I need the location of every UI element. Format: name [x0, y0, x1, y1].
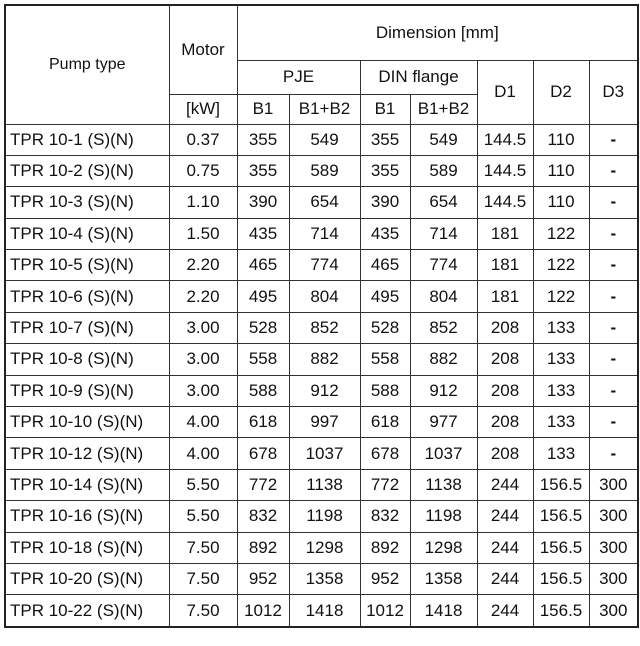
header-motor: Motor — [169, 5, 237, 94]
cell-pje-b1: 435 — [237, 218, 289, 249]
table-row — [5, 187, 638, 218]
cell-motor: 1.10 — [169, 187, 237, 218]
cell-pump-type: TPR 10-8 (S)(N) — [5, 344, 169, 375]
cell-d2: 133 — [533, 312, 589, 343]
cell-d3: - — [589, 281, 638, 312]
cell-din-b1b2: 1418 — [410, 595, 477, 627]
cell-d2: 122 — [533, 250, 589, 281]
cell-d3: 300 — [589, 469, 638, 500]
cell-d3: 300 — [589, 501, 638, 532]
cell-d2: 110 — [533, 124, 589, 155]
table-row — [5, 407, 638, 438]
cell-pje-b1: 772 — [237, 469, 289, 500]
cell-pje-b1: 678 — [237, 438, 289, 469]
table-row — [5, 563, 638, 594]
cell-d1: 181 — [477, 250, 533, 281]
cell-pump-type: TPR 10-14 (S)(N) — [5, 469, 169, 500]
cell-d3: - — [589, 155, 638, 186]
cell-din-b1: 528 — [360, 312, 410, 343]
cell-pje-b1: 495 — [237, 281, 289, 312]
table-row — [5, 469, 638, 500]
cell-din-b1: 678 — [360, 438, 410, 469]
cell-d1: 244 — [477, 563, 533, 594]
cell-d2: 156.5 — [533, 501, 589, 532]
cell-d3: - — [589, 375, 638, 406]
cell-d1: 181 — [477, 218, 533, 249]
cell-pje-b1b2: 1418 — [289, 595, 360, 627]
cell-d2: 133 — [533, 407, 589, 438]
cell-motor: 4.00 — [169, 438, 237, 469]
cell-d3: - — [589, 250, 638, 281]
table-body — [5, 124, 638, 627]
header-pje-b1: B1 — [237, 94, 289, 124]
cell-pje-b1: 892 — [237, 532, 289, 563]
cell-d3: - — [589, 218, 638, 249]
cell-pje-b1b2: 1037 — [289, 438, 360, 469]
cell-d3: - — [589, 438, 638, 469]
cell-d2: 133 — [533, 438, 589, 469]
cell-d1: 208 — [477, 407, 533, 438]
cell-d2: 110 — [533, 155, 589, 186]
table-row — [5, 375, 638, 406]
header-motor-unit: [kW] — [169, 94, 237, 124]
cell-d2: 156.5 — [533, 532, 589, 563]
cell-din-b1: 390 — [360, 187, 410, 218]
cell-d3: 300 — [589, 595, 638, 627]
header-din-flange: DIN flange — [360, 60, 477, 94]
cell-pump-type: TPR 10-16 (S)(N) — [5, 501, 169, 532]
cell-d1: 208 — [477, 375, 533, 406]
cell-motor: 4.00 — [169, 407, 237, 438]
cell-din-b1: 832 — [360, 501, 410, 532]
cell-pump-type: TPR 10-12 (S)(N) — [5, 438, 169, 469]
cell-din-b1: 435 — [360, 218, 410, 249]
cell-pump-type: TPR 10-3 (S)(N) — [5, 187, 169, 218]
cell-motor: 0.75 — [169, 155, 237, 186]
pump-dimensions-table — [4, 4, 639, 628]
cell-din-b1b2: 977 — [410, 407, 477, 438]
cell-d3: - — [589, 344, 638, 375]
cell-pje-b1: 355 — [237, 155, 289, 186]
cell-pje-b1b2: 654 — [289, 187, 360, 218]
table-row — [5, 124, 638, 155]
header-pump-type: Pump type — [5, 5, 169, 124]
cell-pje-b1b2: 997 — [289, 407, 360, 438]
cell-din-b1b2: 804 — [410, 281, 477, 312]
cell-motor: 5.50 — [169, 469, 237, 500]
cell-d1: 144.5 — [477, 187, 533, 218]
cell-d1: 244 — [477, 595, 533, 627]
header-din-b1b2: B1+B2 — [410, 94, 477, 124]
cell-d1: 144.5 — [477, 155, 533, 186]
header-pje: PJE — [237, 60, 360, 94]
cell-din-b1b2: 1138 — [410, 469, 477, 500]
cell-motor: 7.50 — [169, 532, 237, 563]
cell-d3: 300 — [589, 532, 638, 563]
cell-din-b1: 772 — [360, 469, 410, 500]
table-header — [5, 5, 638, 124]
cell-motor: 1.50 — [169, 218, 237, 249]
cell-pump-type: TPR 10-6 (S)(N) — [5, 281, 169, 312]
cell-d2: 122 — [533, 281, 589, 312]
table-row — [5, 595, 638, 627]
cell-pje-b1b2: 714 — [289, 218, 360, 249]
cell-pje-b1b2: 1298 — [289, 532, 360, 563]
cell-pje-b1b2: 852 — [289, 312, 360, 343]
cell-din-b1: 465 — [360, 250, 410, 281]
cell-din-b1b2: 549 — [410, 124, 477, 155]
cell-din-b1: 892 — [360, 532, 410, 563]
table-row — [5, 281, 638, 312]
cell-d3: - — [589, 187, 638, 218]
cell-d2: 156.5 — [533, 595, 589, 627]
table-row — [5, 218, 638, 249]
cell-din-b1b2: 1198 — [410, 501, 477, 532]
table-row — [5, 344, 638, 375]
cell-pump-type: TPR 10-10 (S)(N) — [5, 407, 169, 438]
cell-pje-b1: 618 — [237, 407, 289, 438]
header-d2: D2 — [533, 60, 589, 124]
cell-din-b1b2: 1037 — [410, 438, 477, 469]
cell-pje-b1: 588 — [237, 375, 289, 406]
cell-d2: 156.5 — [533, 469, 589, 500]
cell-pje-b1b2: 1198 — [289, 501, 360, 532]
table-row — [5, 532, 638, 563]
header-dimension: Dimension [mm] — [237, 5, 638, 60]
cell-din-b1b2: 882 — [410, 344, 477, 375]
cell-d3: - — [589, 407, 638, 438]
cell-d3: - — [589, 124, 638, 155]
cell-pje-b1: 390 — [237, 187, 289, 218]
cell-d2: 122 — [533, 218, 589, 249]
cell-pje-b1: 1012 — [237, 595, 289, 627]
cell-din-b1b2: 912 — [410, 375, 477, 406]
cell-d1: 208 — [477, 438, 533, 469]
cell-pump-type: TPR 10-4 (S)(N) — [5, 218, 169, 249]
cell-d1: 208 — [477, 312, 533, 343]
cell-d2: 156.5 — [533, 563, 589, 594]
cell-d1: 244 — [477, 501, 533, 532]
table-row — [5, 438, 638, 469]
cell-din-b1: 618 — [360, 407, 410, 438]
table-container — [4, 4, 639, 628]
cell-d2: 133 — [533, 375, 589, 406]
header-din-b1: B1 — [360, 94, 410, 124]
cell-pje-b1: 528 — [237, 312, 289, 343]
cell-motor: 7.50 — [169, 595, 237, 627]
cell-din-b1: 355 — [360, 155, 410, 186]
cell-din-b1b2: 654 — [410, 187, 477, 218]
cell-pump-type: TPR 10-7 (S)(N) — [5, 312, 169, 343]
cell-d2: 133 — [533, 344, 589, 375]
cell-pump-type: TPR 10-18 (S)(N) — [5, 532, 169, 563]
cell-din-b1b2: 774 — [410, 250, 477, 281]
cell-motor: 7.50 — [169, 563, 237, 594]
cell-pje-b1b2: 589 — [289, 155, 360, 186]
cell-pje-b1b2: 882 — [289, 344, 360, 375]
cell-pump-type: TPR 10-5 (S)(N) — [5, 250, 169, 281]
header-d3: D3 — [589, 60, 638, 124]
cell-pje-b1: 832 — [237, 501, 289, 532]
cell-din-b1b2: 714 — [410, 218, 477, 249]
cell-d2: 110 — [533, 187, 589, 218]
cell-din-b1: 1012 — [360, 595, 410, 627]
cell-motor: 3.00 — [169, 344, 237, 375]
cell-din-b1: 952 — [360, 563, 410, 594]
cell-motor: 3.00 — [169, 312, 237, 343]
cell-d3: - — [589, 312, 638, 343]
cell-motor: 5.50 — [169, 501, 237, 532]
cell-din-b1b2: 1358 — [410, 563, 477, 594]
cell-din-b1: 355 — [360, 124, 410, 155]
table-row — [5, 312, 638, 343]
cell-din-b1: 495 — [360, 281, 410, 312]
cell-pje-b1b2: 912 — [289, 375, 360, 406]
cell-pump-type: TPR 10-9 (S)(N) — [5, 375, 169, 406]
table-row — [5, 250, 638, 281]
table-row — [5, 155, 638, 186]
cell-din-b1: 558 — [360, 344, 410, 375]
cell-motor: 0.37 — [169, 124, 237, 155]
cell-d1: 244 — [477, 469, 533, 500]
cell-pump-type: TPR 10-2 (S)(N) — [5, 155, 169, 186]
header-d1: D1 — [477, 60, 533, 124]
cell-d1: 244 — [477, 532, 533, 563]
cell-motor: 2.20 — [169, 281, 237, 312]
cell-d1: 181 — [477, 281, 533, 312]
cell-pje-b1b2: 1358 — [289, 563, 360, 594]
cell-din-b1b2: 1298 — [410, 532, 477, 563]
cell-pump-type: TPR 10-1 (S)(N) — [5, 124, 169, 155]
cell-pump-type: TPR 10-22 (S)(N) — [5, 595, 169, 627]
cell-pje-b1: 355 — [237, 124, 289, 155]
cell-d1: 144.5 — [477, 124, 533, 155]
table-row — [5, 501, 638, 532]
cell-pje-b1b2: 549 — [289, 124, 360, 155]
cell-din-b1b2: 589 — [410, 155, 477, 186]
cell-pje-b1b2: 774 — [289, 250, 360, 281]
cell-d1: 208 — [477, 344, 533, 375]
header-pje-b1b2: B1+B2 — [289, 94, 360, 124]
cell-pje-b1b2: 804 — [289, 281, 360, 312]
cell-pje-b1b2: 1138 — [289, 469, 360, 500]
cell-d3: 300 — [589, 563, 638, 594]
cell-din-b1b2: 852 — [410, 312, 477, 343]
cell-din-b1: 588 — [360, 375, 410, 406]
cell-pje-b1: 465 — [237, 250, 289, 281]
cell-pje-b1: 952 — [237, 563, 289, 594]
cell-motor: 2.20 — [169, 250, 237, 281]
cell-pump-type: TPR 10-20 (S)(N) — [5, 563, 169, 594]
cell-motor: 3.00 — [169, 375, 237, 406]
cell-pje-b1: 558 — [237, 344, 289, 375]
